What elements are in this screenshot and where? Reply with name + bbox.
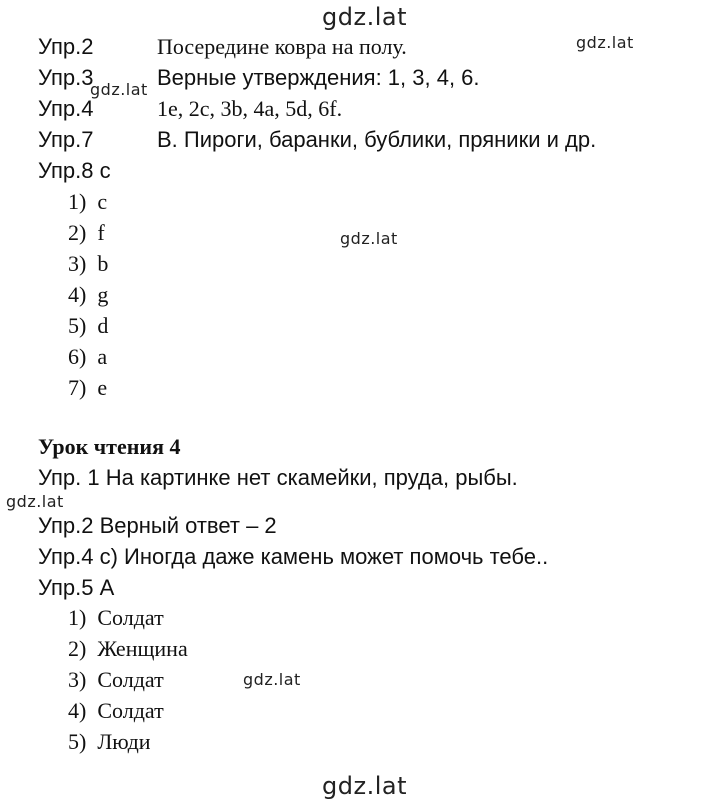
exercise-line: Упр.5 А (38, 575, 115, 600)
list-item: 5) Люди (68, 729, 151, 754)
watermark: gdz.lat (322, 3, 407, 31)
section-heading: Урок чтения 4 (38, 434, 181, 459)
list-item: 7) e (68, 375, 108, 400)
exercise-answer: Верные утверждения: 1, 3, 4, 6. (157, 65, 480, 90)
watermark: gdz.lat (576, 33, 634, 52)
exercise-8-label: Упр.8 c (38, 158, 111, 183)
list-item: 3) Солдат (68, 667, 164, 692)
list-item: 1) c (68, 189, 108, 214)
list-item: 2) f (68, 220, 105, 245)
exercise-label: Упр.4 (38, 96, 94, 121)
list-item: 4) g (68, 282, 109, 307)
exercise-line: Упр.4 c) Иногда даже камень может помочь тебе.. (38, 544, 549, 569)
exercise-answer: В. Пироги, баранки, бублики, пряники и др. (157, 127, 597, 152)
exercise-answer: Посередине ковра на полу. (157, 34, 407, 59)
list-item: 3) b (68, 251, 109, 276)
exercise-label: Упр.2 (38, 34, 94, 59)
exercise-label: Упр.7 (38, 127, 94, 152)
list-item: 6) a (68, 344, 108, 369)
exercise-answer: 1e, 2c, 3b, 4a, 5d, 6f. (157, 96, 343, 121)
watermark: gdz.lat (6, 492, 64, 511)
list-item: 1) Солдат (68, 605, 164, 630)
exercise-line: Упр.2 Верный ответ – 2 (38, 513, 277, 538)
watermark: gdz.lat (340, 229, 398, 248)
list-item: 4) Солдат (68, 698, 164, 723)
watermark: gdz.lat (322, 772, 407, 800)
watermark: gdz.lat (90, 80, 148, 99)
exercise-label: Упр.3 (38, 65, 94, 90)
list-item: 5) d (68, 313, 109, 338)
watermark: gdz.lat (243, 670, 301, 689)
exercise-line: Упр. 1 На картинке нет скамейки, пруда, рыбы. (38, 465, 518, 490)
list-item: 2) Женщина (68, 636, 188, 661)
